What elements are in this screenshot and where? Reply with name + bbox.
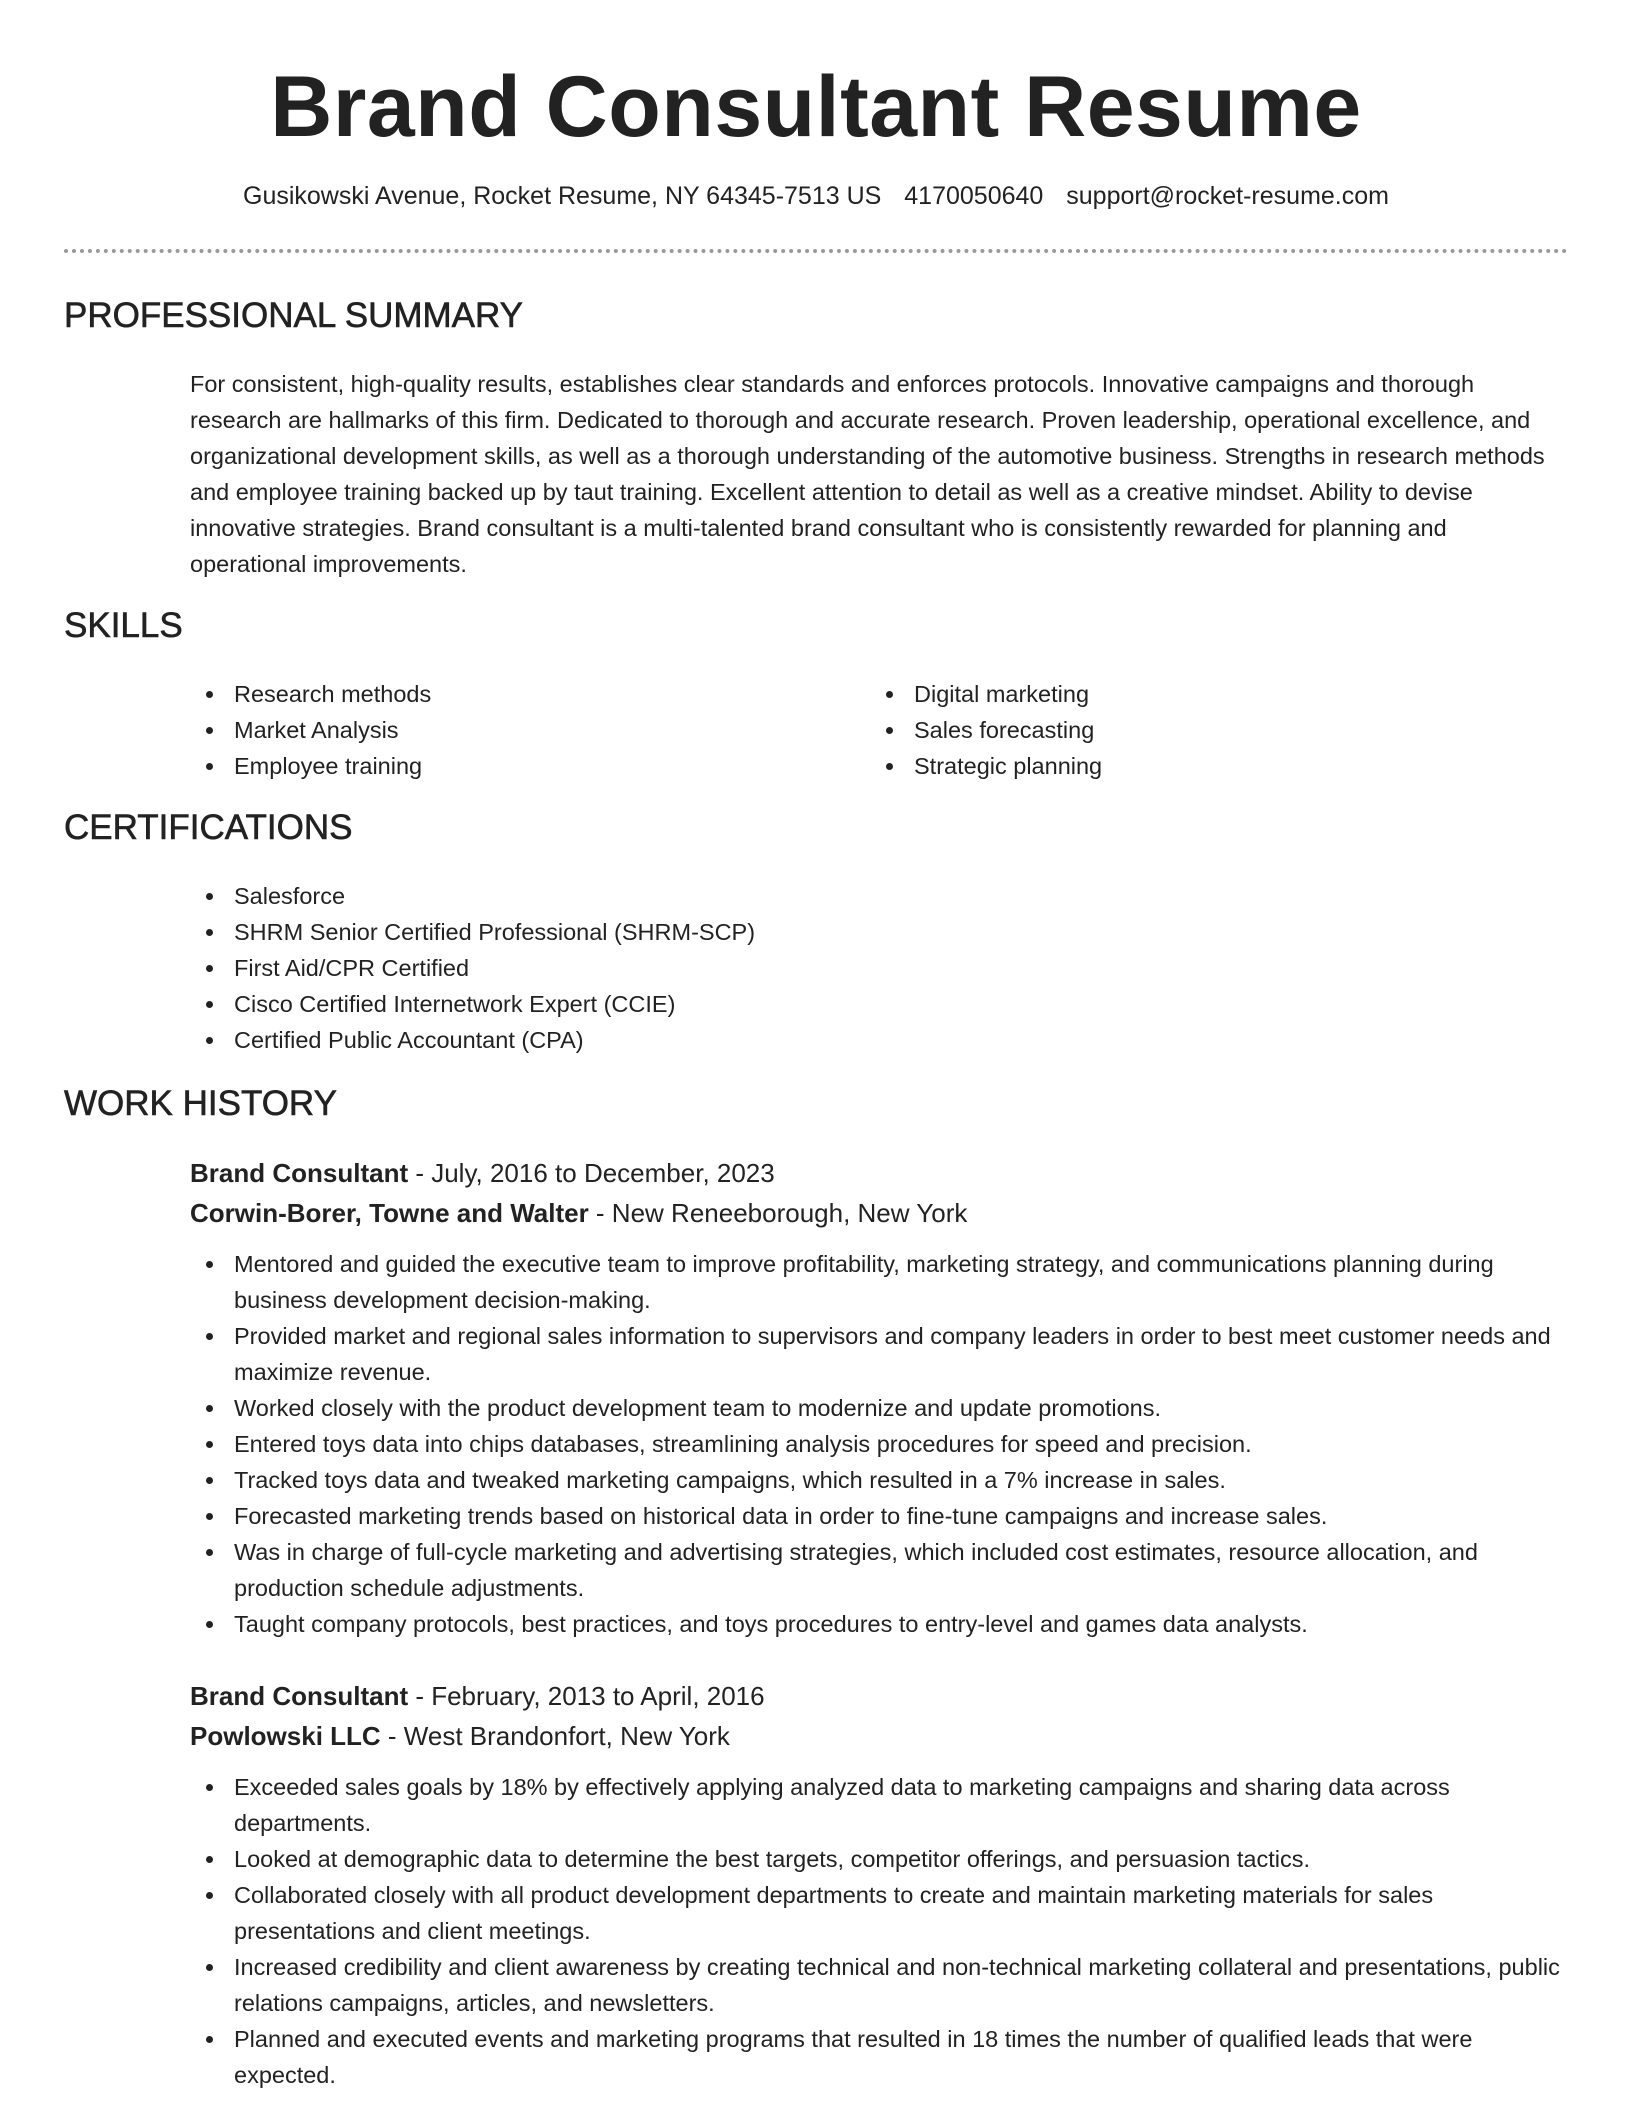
list-item: Mentored and guided the executive team to improve profitability, marketing strategy, and communications planning during business development decision-making. xyxy=(190,1246,1568,1318)
section-heading-summary: PROFESSIONAL SUMMARY xyxy=(64,296,523,335)
list-item: Salesforce xyxy=(190,878,1568,914)
job-title: Brand Consultant xyxy=(190,1158,409,1188)
list-item: Sales forecasting xyxy=(870,712,1510,748)
certifications-list xyxy=(190,878,1568,1058)
skills-list-right xyxy=(870,676,1510,784)
section-heading-certifications: CERTIFICATIONS xyxy=(64,808,353,847)
section-heading-skills: SKILLS xyxy=(64,606,183,645)
skills-list-left xyxy=(190,676,830,784)
job-company: Corwin-Borer, Towne and Walter xyxy=(190,1198,589,1228)
list-item: Collaborated closely with all product development departments to create and maintain marketing materials for sales presentations and client meetings. xyxy=(190,1877,1568,1949)
list-item: SHRM Senior Certified Professional (SHRM-SCP) xyxy=(190,914,1568,950)
list-item: Digital marketing xyxy=(870,676,1510,712)
list-item: Forecasted marketing trends based on historical data in order to fine-tune campaigns and increase sales. xyxy=(190,1498,1568,1534)
job-bullets xyxy=(190,1769,1568,2093)
list-item: Employee training xyxy=(190,748,830,784)
job-title: Brand Consultant xyxy=(190,1681,409,1711)
section-heading-work-history: WORK HISTORY xyxy=(64,1084,337,1123)
job-company-line xyxy=(190,1716,730,1756)
list-item: Research methods xyxy=(190,676,830,712)
job-company-line xyxy=(190,1193,967,1233)
job-bullets xyxy=(190,1246,1568,1642)
job-title-line xyxy=(190,1153,775,1193)
resume-title: Brand Consultant Resume xyxy=(270,59,1362,155)
job-location: - New Reneeborough, New York xyxy=(588,1198,968,1228)
list-item: Taught company protocols, best practices, and toys procedures to entry-level and games data analysts. xyxy=(190,1606,1568,1642)
summary-text: For consistent, high-quality results, establishes clear standards and enforces protocols. Innovative campaigns and thorough research are hallmarks of this firm. Dedicated to thorough and accurate research. Proven leadership, operational excellence, and organizational development skills, as well as a thorough understanding of the automotive business. Strengths in research methods and employee training backed up by taut training. Excellent attention to detail as well as a creative mindset. Ability to devise innovative strategies. Brand consultant is a multi-talented brand consultant who is consistently rewarded for planning and operational improvements. xyxy=(190,371,1545,577)
list-item: Cisco Certified Internetwork Expert (CCIE) xyxy=(190,986,1568,1022)
list-item: Looked at demographic data to determine the best targets, competitor offerings, and persuasion tactics. xyxy=(190,1841,1568,1877)
job-title-line xyxy=(190,1676,765,1716)
list-item: Tracked toys data and tweaked marketing campaigns, which resulted in a 7% increase in sales. xyxy=(190,1462,1568,1498)
list-item: Increased credibility and client awareness by creating technical and non-technical marketing collateral and presentations, public relations campaigns, articles, and newsletters. xyxy=(190,1949,1568,2021)
list-item: Entered toys data into chips databases, streamlining analysis procedures for speed and precision. xyxy=(190,1426,1568,1462)
list-item: First Aid/CPR Certified xyxy=(190,950,1568,986)
list-item: Market Analysis xyxy=(190,712,830,748)
list-item: Certified Public Accountant (CPA) xyxy=(190,1022,1568,1058)
list-item: Strategic planning xyxy=(870,748,1510,784)
contact-address: Gusikowski Avenue, Rocket Resume, NY 64345-7513 US xyxy=(243,182,882,210)
contact-phone: 4170050640 xyxy=(904,182,1044,210)
list-item: Planned and executed events and marketing programs that resulted in 18 times the number of qualified leads that were expected. xyxy=(190,2021,1568,2093)
contact-email[interactable]: support@rocket-resume.com xyxy=(1066,182,1389,210)
job-dates: - July, 2016 to December, 2023 xyxy=(408,1158,775,1188)
header-divider xyxy=(64,249,1568,253)
list-item: Exceeded sales goals by 18% by effectively applying analyzed data to marketing campaigns and sharing data across departments. xyxy=(190,1769,1568,1841)
list-item: Provided market and regional sales information to supervisors and company leaders in order to best meet customer needs and maximize revenue. xyxy=(190,1318,1568,1390)
list-item: Was in charge of full-cycle marketing and advertising strategies, which included cost estimates, resource allocation, and production schedule adjustments. xyxy=(190,1534,1568,1606)
job-dates: - February, 2013 to April, 2016 xyxy=(408,1681,765,1711)
contact-line xyxy=(0,182,1632,211)
list-item: Worked closely with the product development team to modernize and update promotions. xyxy=(190,1390,1568,1426)
job-company: Powlowski LLC xyxy=(190,1721,381,1751)
job-location: - West Brandonfort, New York xyxy=(380,1721,730,1751)
